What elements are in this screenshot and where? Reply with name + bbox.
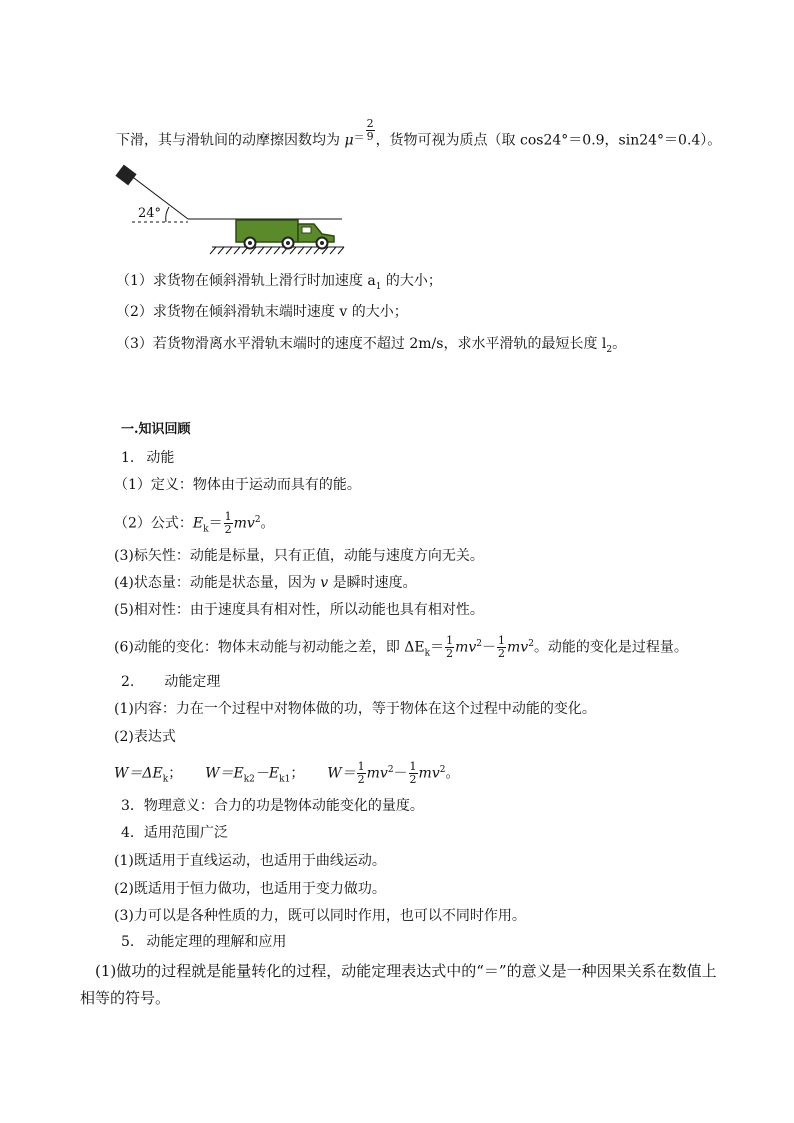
cargo-block [115, 165, 136, 186]
scope-item-2: (2)既适用于恒力做功，也适用于变力做功。 [114, 881, 386, 897]
mu-denominator: 9 [366, 130, 374, 143]
angle-label: 24° [138, 206, 162, 221]
scope-item-3: (3)力可以是各种性质的力，既可以同时作用，也可以不同时作用。 [114, 908, 526, 924]
definition-line: （1）定义：物体由于运动而具有的能。 [114, 477, 361, 493]
question-2: （2）求货物在倾斜滑轨末端时速度 v 的大小； [116, 304, 408, 320]
question-3: （3）若货物滑离水平滑轨末端时的速度不超过 2m/s，求水平滑轨的最短长度 $l_2$。 [116, 336, 627, 355]
intro-text-a: 下滑，其与滑轨间的动摩擦因数均为 [116, 132, 345, 149]
incline-truck-diagram [112, 160, 372, 260]
change-line: (6)动能的变化：物体末动能与初动能之差，即 $\Delta E_k=$ $\frac{1}{2}$ $mv^2-$ $\frac{1}{2}$ $mv^2$。动能的变化是过程量。 [114, 634, 688, 661]
physical-meaning: 3．物理意义：合力的功是物体动能变化的量度。 [121, 798, 424, 814]
application-line-1: (1)做功的过程就是能量转化的过程，动能定理表达式中的“＝”的意义是一种因果关系在数值上 [95, 962, 717, 980]
scalar-line: (3)标矢性：动能是标量，只有正值，动能与速度方向无关。 [114, 548, 484, 564]
mu-symbol: μ [344, 132, 354, 149]
angle-arc [166, 207, 169, 222]
section-2-heading: 2. 动能定理 [121, 674, 221, 690]
truck-window [302, 227, 311, 233]
scope-item-1: (1)既适用于直线运动，也适用于曲线运动。 [114, 853, 386, 869]
theorem-content: (1)内容：力在一个过程中对物体做的功，等于物体在这个过程中动能的变化。 [114, 701, 596, 717]
scope-heading: 4．适用范围广泛 [121, 825, 228, 841]
question-1: （1）求货物在倾斜滑轨上滑行时加速度 $a_1$ 的大小； [116, 273, 442, 292]
intro-text-b: ，货物可视为质点（取 cos24°＝0.9，sin24°＝0.4）。 [375, 132, 722, 149]
review-heading: 一.知识回顾 [121, 422, 191, 437]
relativity-line: (5)相对性：由于速度具有相对性，所以动能也具有相对性。 [114, 602, 484, 618]
state-line: (4)状态量：动能是状态量，因为 v 是瞬时速度。 [114, 575, 417, 591]
expression-label: (2)表达式 [114, 729, 176, 745]
formula-line: （2）公式：$E_k=$ $\frac{1}{2}$ $mv^2$。 [114, 510, 275, 537]
mu-fraction [366, 118, 375, 143]
mu-numerator: 2 [366, 117, 374, 130]
problem-intro-line: 下滑，其与滑轨间的动摩擦因数均为 μ＝ $\frac{2}{9}$ ，货物可视为质点（取 cos24°＝0.9，sin24°＝0.4）。 [116, 117, 722, 149]
application-line-2: 相等的符号。 [80, 989, 171, 1007]
expression-formulas: $W=\Delta E_k$； $W=E_{k2}-E_{k1}$； W＝ $\frac{1}{2}$ $mv^2-$ $\frac{1}{2}$ $mv^2$。 [114, 760, 460, 787]
truck [236, 220, 334, 249]
half-fraction: $\frac{1}{2}$ [224, 510, 232, 537]
section-1-heading: 1. 动能 [121, 450, 175, 466]
section-5-heading: 5. 动能定理的理解和应用 [121, 934, 287, 950]
